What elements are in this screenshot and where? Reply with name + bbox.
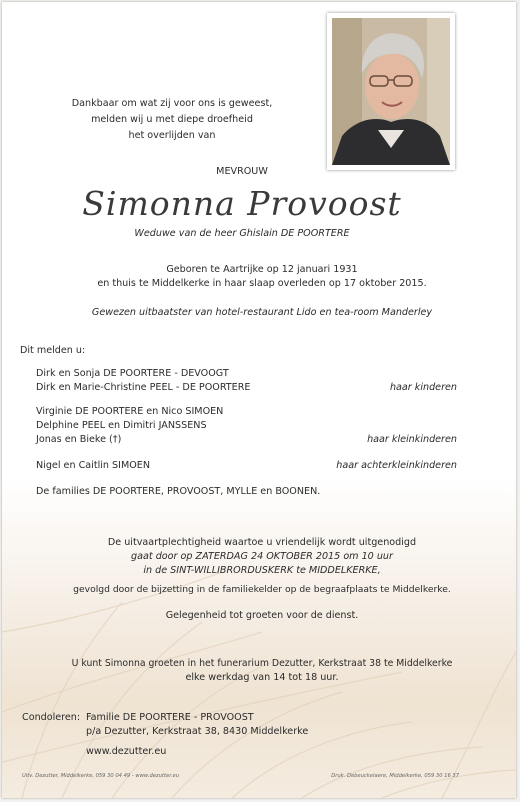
footer-undertaker: Uitv. Dezutter, Middelkerke, 059 30 04 49 - www.dezutter.eu bbox=[22, 773, 179, 779]
visit-line-2: elke werkdag van 14 tot 18 uur. bbox=[185, 672, 339, 683]
children-label: haar kinderen bbox=[389, 382, 457, 393]
funeral-line-2: gaat door op ZATERDAG 24 OKTOBER 2015 om 10 uur bbox=[131, 551, 393, 562]
great-grandchildren-line: Nigel en Caitlin SIMOEN bbox=[36, 460, 151, 471]
grandchild-line-3: Jonas en Bieke (†) bbox=[36, 434, 122, 445]
occupation-line: Gewezen uitbaatster van hotel-restaurant Lido en tea-room Manderley bbox=[91, 307, 433, 318]
families-line: De families DE POORTERE, PROVOOST, MYLLE en BOONEN. bbox=[36, 486, 321, 497]
spouse-line: Weduwe van de heer Ghislain DE POORTERE bbox=[134, 228, 350, 239]
footer-printer: Druk. Debeuckelaere, Middelkerke, 059 30 16 37 bbox=[331, 773, 459, 779]
condolences-label: Condoleren: bbox=[22, 712, 81, 723]
honorific-title: MEVROUW bbox=[216, 166, 268, 177]
grandchild-line-1: Virginie DE POORTERE en Nico SIMOEN bbox=[36, 406, 224, 417]
visit-line-1: U kunt Simonna groeten in het funerarium Dezutter, Kerkstraat 38 te Middelkerke bbox=[71, 658, 453, 669]
intro-line-2: melden wij u met diepe droefheid bbox=[91, 114, 253, 125]
website-link[interactable]: www.dezutter.eu bbox=[86, 746, 167, 757]
funeral-line-3: in de SINT-WILLIBRORDUSKERK te MIDDELKERKE, bbox=[143, 565, 381, 576]
funeral-line-5: Gelegenheid tot groeten voor de dienst. bbox=[165, 610, 359, 621]
child-line-1: Dirk en Sonja DE POORTERE - DEVOOGT bbox=[36, 368, 229, 379]
portrait-image bbox=[332, 18, 450, 165]
obituary-card bbox=[2, 2, 516, 798]
grandchild-line-2: Delphine PEEL en Dimitri JANSSENS bbox=[36, 420, 207, 431]
death-line: en thuis te Middelkerke in haar slaap overleden op 17 oktober 2015. bbox=[97, 278, 427, 289]
deceased-name: Simonna Provoost bbox=[82, 184, 402, 223]
grandchildren-label: haar kleinkinderen bbox=[367, 434, 457, 445]
intro-line-1: Dankbaar om wat zij voor ons is geweest, bbox=[71, 98, 273, 109]
family-intro: Dit melden u: bbox=[20, 345, 86, 356]
intro-line-3: het overlijden van bbox=[128, 130, 216, 141]
grass-background-graphic bbox=[2, 482, 516, 798]
birth-line: Geboren te Aartrijke op 12 januari 1931 bbox=[166, 264, 358, 275]
condolences-address: p/a Dezutter, Kerkstraat 38, 8430 Middelkerke bbox=[86, 726, 309, 737]
great-grandchildren-label: haar achterkleinkinderen bbox=[336, 460, 457, 471]
funeral-line-4: gevolgd door de bijzetting in de familiekelder op de begraafplaats te Middelkerke. bbox=[73, 584, 451, 595]
condolences-family: Familie DE POORTERE - PROVOOST bbox=[86, 712, 254, 723]
child-line-2: Dirk en Marie-Christine PEEL - DE POORTERE bbox=[36, 382, 251, 393]
portrait-photo bbox=[327, 13, 455, 170]
funeral-line-1: De uitvaartplechtigheid waartoe u vriendelijk wordt uitgenodigd bbox=[107, 537, 417, 548]
